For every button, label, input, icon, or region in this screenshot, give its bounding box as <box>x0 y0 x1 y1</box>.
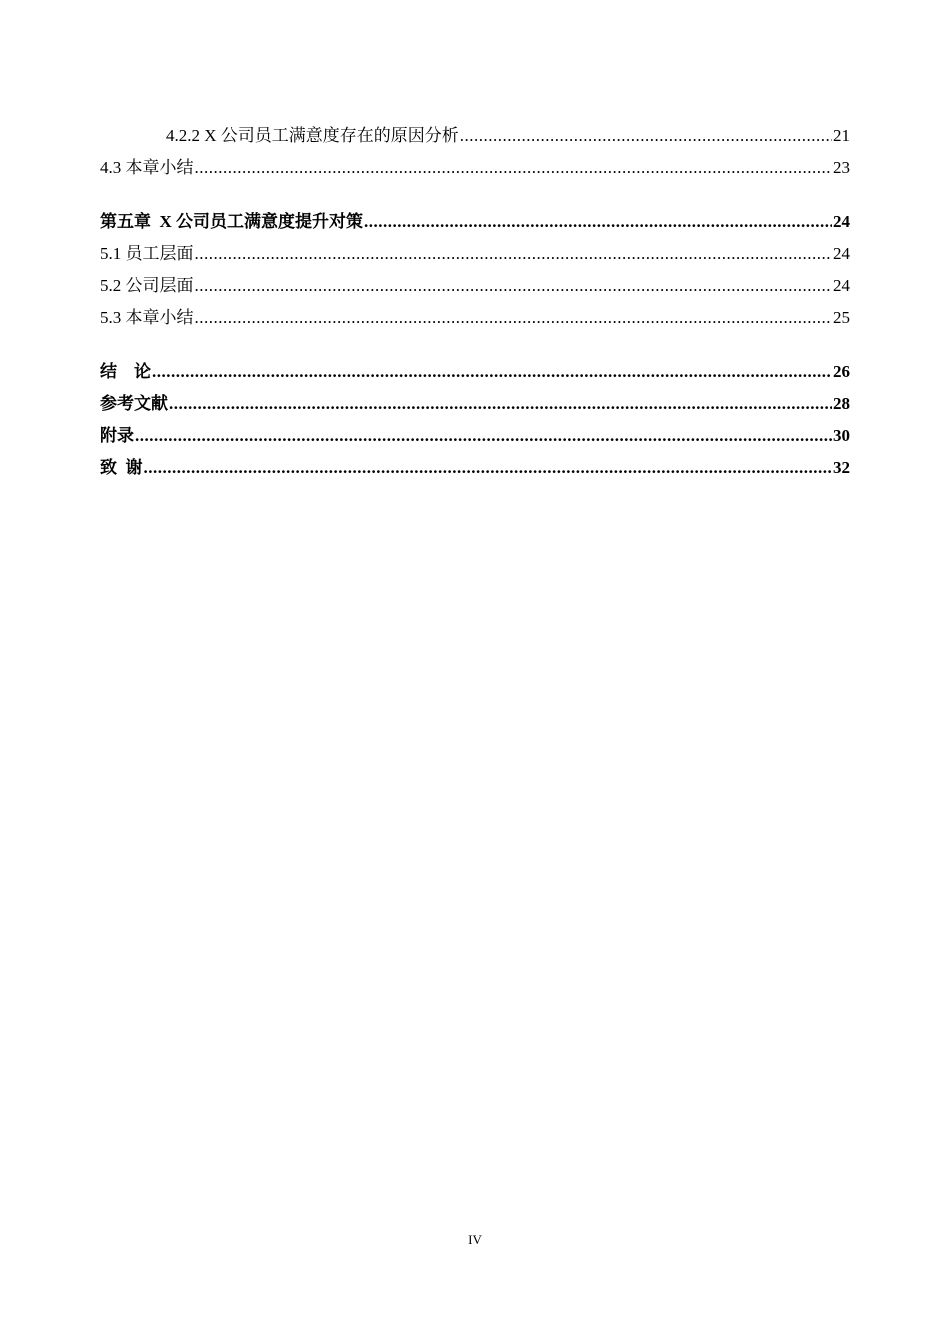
toc-entry-page: 24 <box>833 276 850 295</box>
toc-entry-page: 23 <box>833 158 850 177</box>
toc-entry[interactable] <box>100 388 850 420</box>
toc-entry-page: 24 <box>833 212 850 231</box>
toc-entry-label: 4.2.2 X 公司员工满意度存在的原因分析 <box>166 126 459 145</box>
dot-leader <box>364 206 832 238</box>
toc-entry-label: 第五章 X 公司员工满意度提升对策 <box>100 212 364 231</box>
dot-leader <box>195 152 833 184</box>
section-gap <box>100 334 850 356</box>
dot-leader <box>195 270 833 302</box>
dot-leader <box>169 388 832 420</box>
dot-leader <box>144 452 833 484</box>
toc-entry-label: 5.3 本章小结 <box>100 308 194 327</box>
section-gap <box>100 184 850 206</box>
toc-entry[interactable] <box>100 420 850 452</box>
table-of-contents <box>100 120 850 484</box>
page-number-footer: IV <box>468 1232 482 1247</box>
toc-entry-label: 致 谢 <box>100 458 143 477</box>
toc-entry-label: 结 论 <box>100 362 151 381</box>
toc-entry-page: 32 <box>833 458 850 477</box>
toc-entry-label: 参考文献 <box>100 394 168 413</box>
dot-leader <box>460 120 832 152</box>
toc-entry-page: 21 <box>833 126 850 145</box>
toc-entry[interactable] <box>100 302 850 334</box>
toc-entry-page: 30 <box>833 426 850 445</box>
toc-entry[interactable] <box>100 270 850 302</box>
toc-entry-label: 5.2 公司层面 <box>100 276 194 295</box>
dot-leader <box>152 356 832 388</box>
dot-leader <box>195 302 833 334</box>
toc-entry[interactable] <box>100 452 850 484</box>
toc-entry[interactable] <box>100 356 850 388</box>
toc-entry[interactable] <box>100 152 850 184</box>
toc-entry-label: 5.1 员工层面 <box>100 244 194 263</box>
toc-entry-label: 附录 <box>100 426 134 445</box>
toc-entry[interactable] <box>100 206 850 238</box>
toc-entry-page: 26 <box>833 362 850 381</box>
dot-leader <box>195 238 833 270</box>
dot-leader <box>135 420 832 452</box>
toc-entry-page: 24 <box>833 244 850 263</box>
toc-entry-page: 25 <box>833 308 850 327</box>
toc-entry-page: 28 <box>833 394 850 413</box>
toc-entry[interactable] <box>100 238 850 270</box>
toc-entry-label: 4.3 本章小结 <box>100 158 194 177</box>
toc-entry[interactable] <box>100 120 850 152</box>
